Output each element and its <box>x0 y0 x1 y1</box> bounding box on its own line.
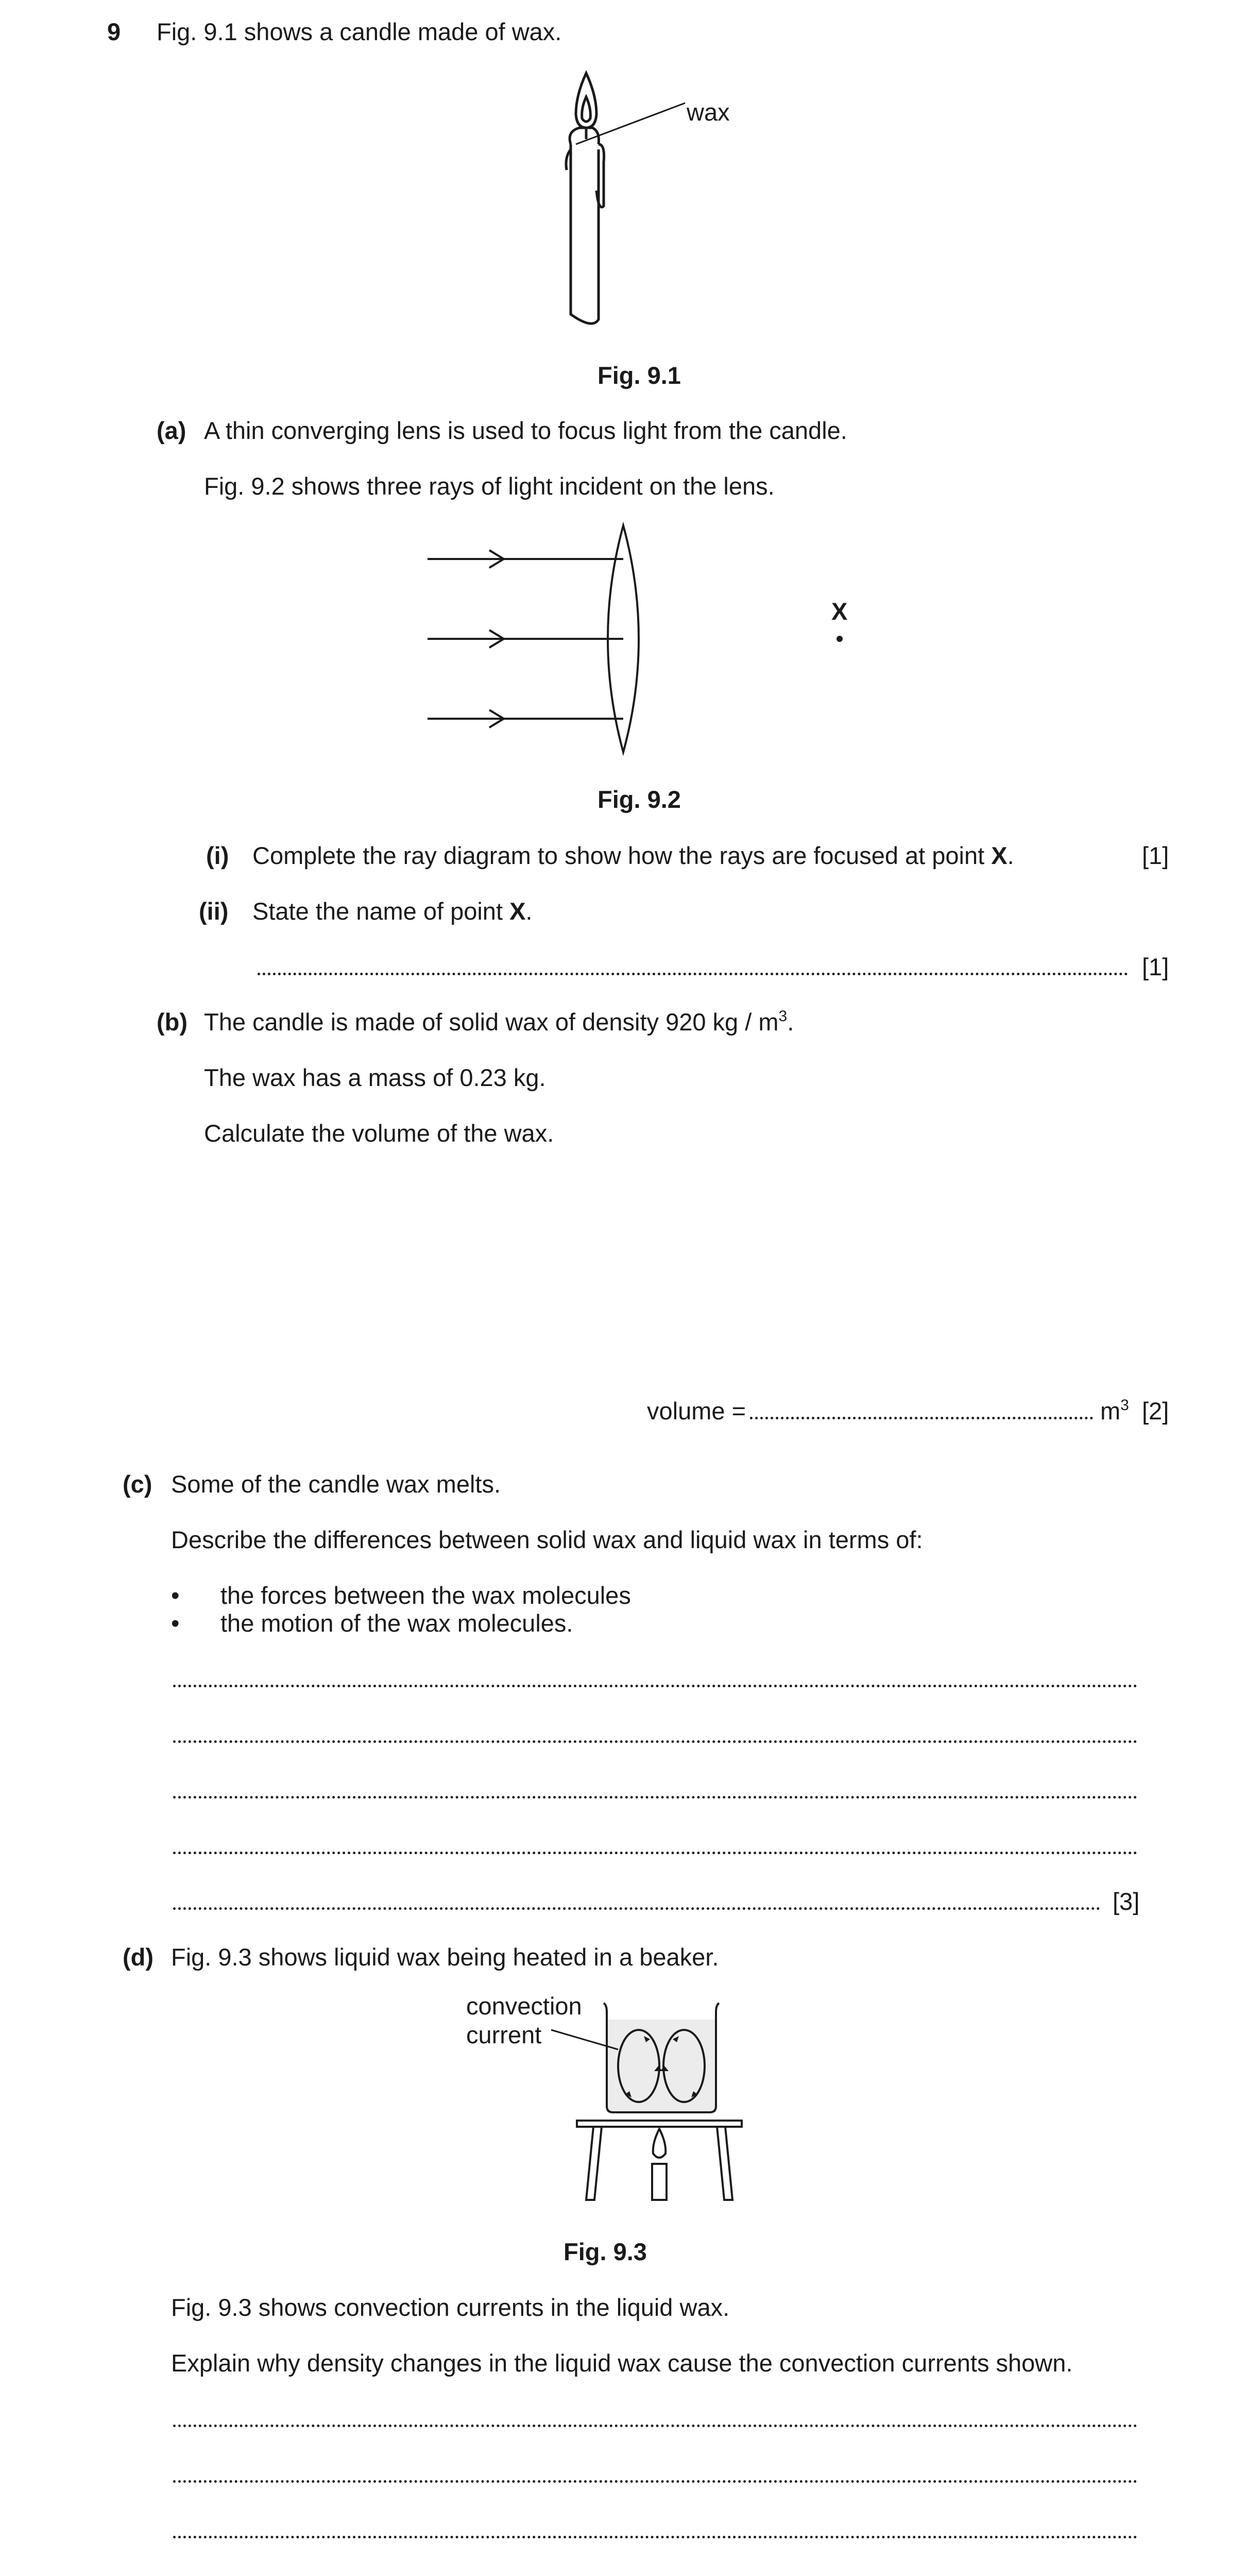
part-a-ii-label: (ii) <box>199 897 229 925</box>
question-intro: Fig. 9.1 shows a candle made of wax. <box>157 18 562 45</box>
fig2-caption: Fig. 9.2 <box>598 786 681 813</box>
question-number: 9 <box>107 18 121 45</box>
part-c-line1: Some of the candle wax melts. <box>171 1470 501 1498</box>
part-b-line3: Calculate the volume of the wax. <box>204 1120 554 1147</box>
answer-line-d[interactable] <box>173 2480 1137 2483</box>
convection-label-line2: current <box>466 2021 542 2048</box>
answer-line-c[interactable] <box>173 1852 1137 1854</box>
point-x-label: X <box>831 598 848 625</box>
part-c-line2: Describe the differences between solid wax and liquid wax in terms of: <box>171 1526 923 1553</box>
part-b-label: (b) <box>157 1008 188 1036</box>
point-x-dot <box>837 636 843 642</box>
part-d-label: (d) <box>123 1943 154 1971</box>
part-c-marks: [3] <box>1113 1888 1140 1915</box>
answer-line-c[interactable] <box>173 1796 1137 1799</box>
volume-unit: $m^3$ <box>1100 1397 1129 1425</box>
part-a-i-text: Complete the ray diagram to show how the rays are focused at point X. <box>252 842 1014 869</box>
candle-flame <box>576 73 596 128</box>
part-a-ii-marks: [1] <box>1142 953 1169 980</box>
part-d-line1: Fig. 9.3 shows liquid wax being heated in a beaker. <box>171 1943 719 1971</box>
part-d-line3: Explain why density changes in the liquid wax cause the convection currents shown. <box>171 2349 1073 2377</box>
bullet-marker: • <box>171 1582 180 1609</box>
answer-line-c[interactable] <box>173 1685 1137 1687</box>
part-d-line2: Fig. 9.3 shows convection currents in the liquid wax. <box>171 2294 730 2321</box>
part-b-marks: [2] <box>1142 1397 1169 1425</box>
candle-figure <box>515 67 773 335</box>
answer-line-d[interactable] <box>173 2425 1137 2427</box>
label-wax: wax <box>687 98 730 126</box>
volume-answer-line[interactable] <box>750 1417 1093 1419</box>
part-a-line2: Fig. 9.2 shows three rays of light incident on the lens. <box>204 472 775 500</box>
wax-leader-line <box>576 103 685 144</box>
burner-flame <box>653 2129 666 2158</box>
part-a-i-label: (i) <box>206 842 229 869</box>
part-b-line2: The wax has a mass of 0.23 kg. <box>204 1064 546 1091</box>
lens-ray-diagram[interactable] <box>422 520 886 757</box>
part-a-ii-text: State the name of point X. <box>252 897 533 925</box>
part-a-i-marks: [1] <box>1142 842 1169 869</box>
bullet-marker: • <box>171 1609 180 1637</box>
bullet-motion: the motion of the wax molecules. <box>220 1609 573 1637</box>
part-c-label: (c) <box>123 1470 152 1498</box>
beaker-figure <box>546 1994 752 2210</box>
fig3-caption: Fig. 9.3 <box>564 2238 647 2265</box>
answer-line-d[interactable] <box>173 2536 1137 2538</box>
convection-label-line1: convection <box>466 1992 582 2020</box>
bullet-forces: the forces between the wax molecules <box>220 1582 631 1609</box>
volume-label: volume = <box>647 1397 746 1425</box>
answer-line-a-ii[interactable] <box>258 973 1128 975</box>
liquid-wax <box>607 2020 716 2112</box>
answer-line-c[interactable] <box>173 1740 1137 1743</box>
answer-line-c[interactable] <box>173 1907 1100 1910</box>
fig1-caption: Fig. 9.1 <box>598 362 681 389</box>
part-a-line1: A thin converging lens is used to focus light from the candle. <box>204 417 847 444</box>
part-a-label: (a) <box>157 417 186 444</box>
part-b-line1: The candle is made of solid wax of density 920 kg / $m^3$. <box>204 1008 794 1036</box>
